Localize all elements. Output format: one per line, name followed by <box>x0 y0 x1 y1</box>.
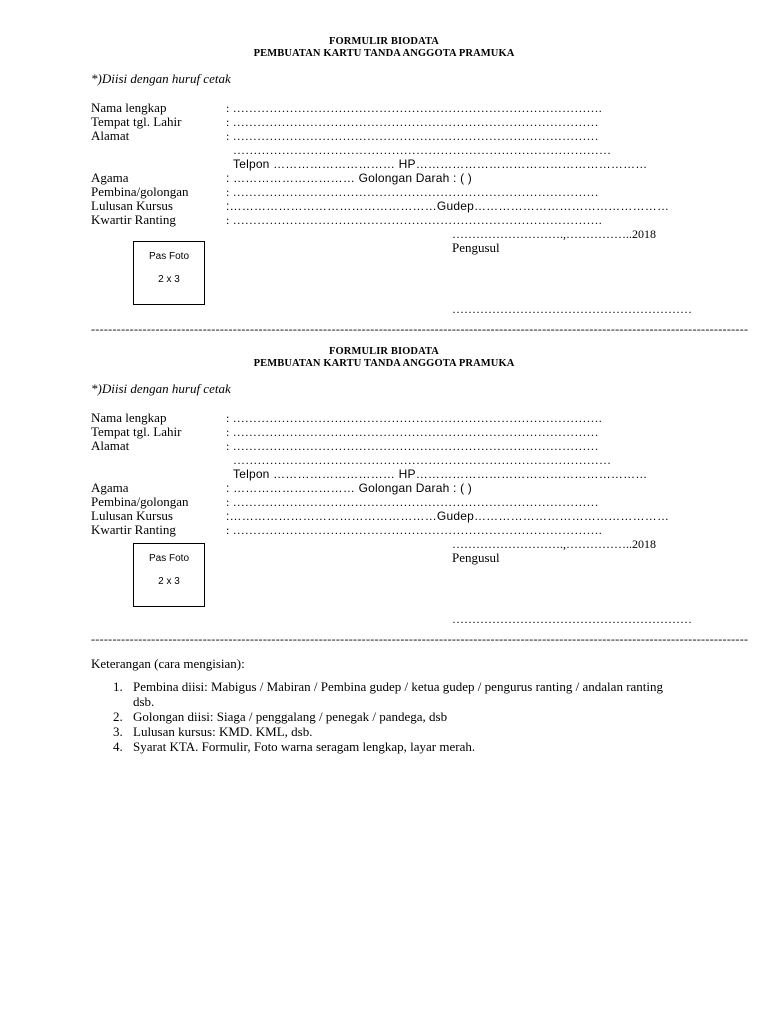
signature-line[interactable]: …………………………………………………… <box>452 302 692 316</box>
field-agama-goldarah[interactable]: : ………………………… Golongan Darah : ( ) <box>226 481 472 495</box>
list-text: Pembina diisi: Mabigus / Mabiran / Pembina gudep / ketua gudep / pengurus ranting / andalan ranting dsb. <box>133 679 664 709</box>
label-kwartir: Kwartir Ranting <box>91 212 176 227</box>
cut-separator: --------------------------------------------------------------------------------------------------------------------------------------------------------- <box>91 632 749 646</box>
pengusul-label: Pengusul <box>452 550 500 565</box>
field-telpon-hp[interactable]: Telpon ………………………… HP………………………………………………… <box>233 467 648 481</box>
list-item <box>91 680 671 709</box>
label-ttl: Tempat tgl. Lahir <box>91 114 182 129</box>
form-title: FORMULIR BIODATA <box>328 346 439 357</box>
label-alamat: Alamat <box>91 438 130 453</box>
field-telpon-hp[interactable]: Telpon ………………………… HP………………………………………………… <box>233 157 648 171</box>
field-alamat-line2[interactable]: ………………………………………………………………………………… <box>233 143 612 157</box>
field-ttl[interactable]: : ……………………………………………………………………………… <box>226 425 599 439</box>
label-alamat: Alamat <box>91 128 130 143</box>
list-item <box>91 725 671 740</box>
label-lulusan: Lulusan Kursus <box>91 198 173 213</box>
list-text: Lulusan kursus: KMD. KML, dsb. <box>133 723 313 739</box>
field-nama[interactable]: : ………………………………………………………………………………. <box>226 411 602 425</box>
label-nama: Nama lengkap <box>91 100 167 115</box>
field-kwartir[interactable]: : ………………………………………………………………………………. <box>226 523 602 537</box>
field-pembina[interactable]: : ……………………………………………………………………………… <box>226 495 599 509</box>
label-agama: Agama <box>91 480 129 495</box>
keterangan-title: Keterangan (cara mengisian): <box>91 656 245 671</box>
list-text: Golongan diisi: Siaga / penggalang / penegak / pandega, dsb <box>133 708 448 724</box>
list-number: 3. <box>113 723 123 739</box>
instruction-note: *)Diisi dengan huruf cetak <box>91 71 231 86</box>
field-kwartir[interactable]: : ………………………………………………………………………………. <box>226 213 602 227</box>
field-pembina[interactable]: : ……………………………………………………………………………… <box>226 185 599 199</box>
date-line[interactable]: ……………………….,……………..2018 <box>452 227 656 241</box>
signature-line[interactable]: …………………………………………………… <box>452 612 692 626</box>
field-alamat[interactable]: : ……………………………………………………………………………… <box>226 439 599 453</box>
form-title: FORMULIR BIODATA <box>328 36 439 47</box>
list-number: 4. <box>113 738 123 754</box>
field-ttl[interactable]: : ……………………………………………………………………………… <box>226 115 599 129</box>
list-number: 2. <box>113 708 123 724</box>
list-text: Syarat KTA. Formulir, Foto warna seragam lengkap, layar merah. <box>133 738 476 754</box>
field-alamat[interactable]: : ……………………………………………………………………………… <box>226 129 599 143</box>
photo-box <box>133 241 205 305</box>
date-line[interactable]: ……………………….,……………..2018 <box>452 537 656 551</box>
photo-size: 2 x 3 <box>158 576 180 587</box>
pengusul-label: Pengusul <box>452 240 500 255</box>
label-lulusan: Lulusan Kursus <box>91 508 173 523</box>
field-agama-goldarah[interactable]: : ………………………… Golongan Darah : ( ) <box>226 171 472 185</box>
field-lulusan-gudep[interactable]: :……………………………………………Gudep………………………………………… <box>226 509 670 523</box>
field-lulusan-gudep[interactable]: :……………………………………………Gudep………………………………………… <box>226 199 670 213</box>
instruction-note: *)Diisi dengan huruf cetak <box>91 381 231 396</box>
form-subtitle: PEMBUATAN KARTU TANDA ANGGOTA PRAMUKA <box>253 48 515 59</box>
cut-separator: --------------------------------------------------------------------------------------------------------------------------------------------------------- <box>91 322 749 336</box>
label-ttl: Tempat tgl. Lahir <box>91 424 182 439</box>
field-alamat-line2[interactable]: ………………………………………………………………………………… <box>233 453 612 467</box>
label-pembina: Pembina/golongan <box>91 494 189 509</box>
form-subtitle: PEMBUATAN KARTU TANDA ANGGOTA PRAMUKA <box>253 358 515 369</box>
photo-label: Pas Foto <box>148 251 190 262</box>
label-nama: Nama lengkap <box>91 410 167 425</box>
list-number: 1. <box>113 679 123 694</box>
label-kwartir: Kwartir Ranting <box>91 522 176 537</box>
list-item <box>91 740 671 755</box>
photo-size: 2 x 3 <box>158 274 180 285</box>
list-item <box>91 710 671 725</box>
keterangan-list <box>91 680 671 755</box>
photo-label: Pas Foto <box>148 553 190 564</box>
label-agama: Agama <box>91 170 129 185</box>
label-pembina: Pembina/golongan <box>91 184 189 199</box>
field-nama[interactable]: : ………………………………………………………………………………. <box>226 101 602 115</box>
photo-box <box>133 543 205 607</box>
